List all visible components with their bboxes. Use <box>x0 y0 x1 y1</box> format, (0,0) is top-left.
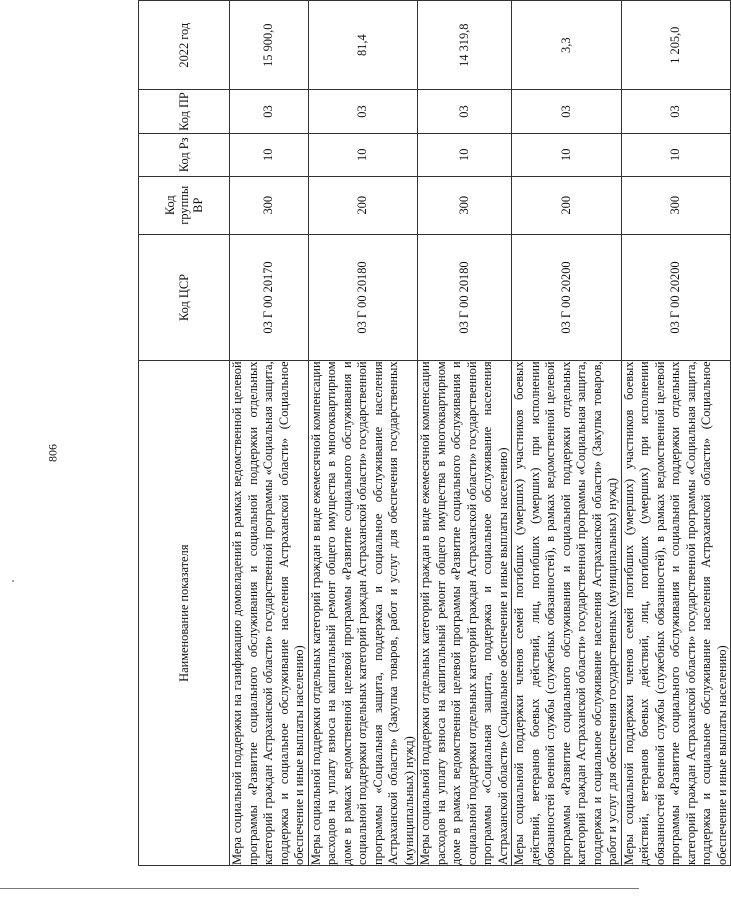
row-rz: 10 <box>230 133 309 176</box>
row-value: 3,3 <box>512 1 622 90</box>
header-rz: Код Рз <box>139 133 230 176</box>
row-value: 1 205,0 <box>621 1 731 90</box>
table-row <box>308 1 418 866</box>
row-vr: 300 <box>621 176 731 234</box>
table-header-row <box>139 1 230 866</box>
row-pr: 03 <box>512 90 622 133</box>
row-name: Меры социальной поддержки отдельных категорий граждан в виде ежемесячной компенсации расходов на уплату взноса на капитальный ремонт общего имущества в многоквартирном доме в рамках ведомственной целевой программы «Развитие социального обслуживания и социальной поддержки отдельных категорий граждан Астраханской области» государственной программы «Социальная защита, поддержка и социальное обслуживание населения Астраханской области» (Закупка товаров, работ и услуг для обеспечения государственных (муниципальных) нужд) <box>308 361 416 865</box>
row-pr: 03 <box>230 90 309 133</box>
row-pr: 03 <box>621 90 731 133</box>
row-rz: 10 <box>308 133 418 176</box>
table-row <box>512 1 622 866</box>
page-number: 806 <box>45 443 59 462</box>
row-pr: 03 <box>418 90 512 133</box>
header-pr: Код ПР <box>139 90 230 133</box>
header-name: Наименование показателя <box>139 361 230 866</box>
row-csr: 03 Г 00 20170 <box>230 234 309 361</box>
header-vr: Код группы ВР <box>139 176 230 234</box>
row-rz: 10 <box>418 133 512 176</box>
budget-table <box>138 0 731 866</box>
row-name: Мера социальной поддержки на газификацию домовладений в рамках ведомственной целевой программы «Развитие социального обслуживания и социальной поддержки отдельных категорий граждан Астраханской области» государственной программы «Социальная защита, поддержка и социальное обслуживание населения Астраханской области» (Социальное обеспечение и иные выплаты населению) <box>230 361 306 865</box>
header-year: 2022 год <box>139 1 230 90</box>
row-vr: 300 <box>230 176 309 234</box>
row-vr: 300 <box>418 176 512 234</box>
row-value: 15 900,0 <box>230 1 309 90</box>
scan-bottom-rule <box>0 888 639 889</box>
row-vr: 200 <box>512 176 622 234</box>
row-csr: 03 Г 00 20200 <box>621 234 731 361</box>
row-rz: 10 <box>621 133 731 176</box>
row-name: Меры социальной поддержки членов семей погибших (умерших) участников боевых действий, ветеранов боевых действий, лиц, погибших (умерших) при исполнении обязанностей военной службы (служебных обязанностей), в рамках ведомственной целевой программы «Развитие социального обслуживания и социальной поддержки отдельных категорий граждан Астраханской области» государственной программы «Социальная защита, поддержка и социальное обслуживание населения Астраханской области» (Закупка товаров, работ и услуг для обеспечения государственных (муниципальных) нужд) <box>512 361 619 865</box>
row-name: Меры социальной поддержки отдельных категорий граждан в виде ежемесячной компенсации расходов на уплату взноса на капитальный ремонт общего имущества в многоквартирном доме в рамках ведомственной целевой программы «Развитие социального обслуживания и социальной поддержки отдельных категорий граждан Астраханской области» государственной программы «Социальная защита, поддержка и социальное обслуживание населения Астраханской области» (Социальное обеспечение и иные выплаты населению) <box>418 361 510 865</box>
row-csr: 03 Г 00 20200 <box>512 234 622 361</box>
row-pr: 03 <box>308 90 418 133</box>
table-row <box>418 1 512 866</box>
row-name: Меры социальной поддержки членов семей погибших (умерших) участников боевых действий, ветеранов боевых действий, лиц, погибших (умерших) при исполнении обязанностей военной службы (служебных обязанностей), в рамках ведомственной целевой программы «Развитие социального обслуживания и социальной поддержки отдельных категорий граждан Астраханской области» государственной программы «Социальная защита, поддержка и социальное обслуживание населения Астраханской области» (Социальное обеспечение и иные выплаты населению) <box>621 361 729 865</box>
row-vr: 200 <box>308 176 418 234</box>
row-csr: 03 Г 00 20180 <box>308 234 418 361</box>
header-csr: Код ЦСР <box>139 234 230 361</box>
row-value: 14 319,8 <box>418 1 512 90</box>
scan-speck <box>12 580 14 582</box>
table-row <box>621 1 731 866</box>
row-rz: 10 <box>512 133 622 176</box>
rotated-table-container <box>138 0 729 866</box>
table-row <box>230 1 309 866</box>
row-csr: 03 Г 00 20180 <box>418 234 512 361</box>
row-value: 81,4 <box>308 1 418 90</box>
